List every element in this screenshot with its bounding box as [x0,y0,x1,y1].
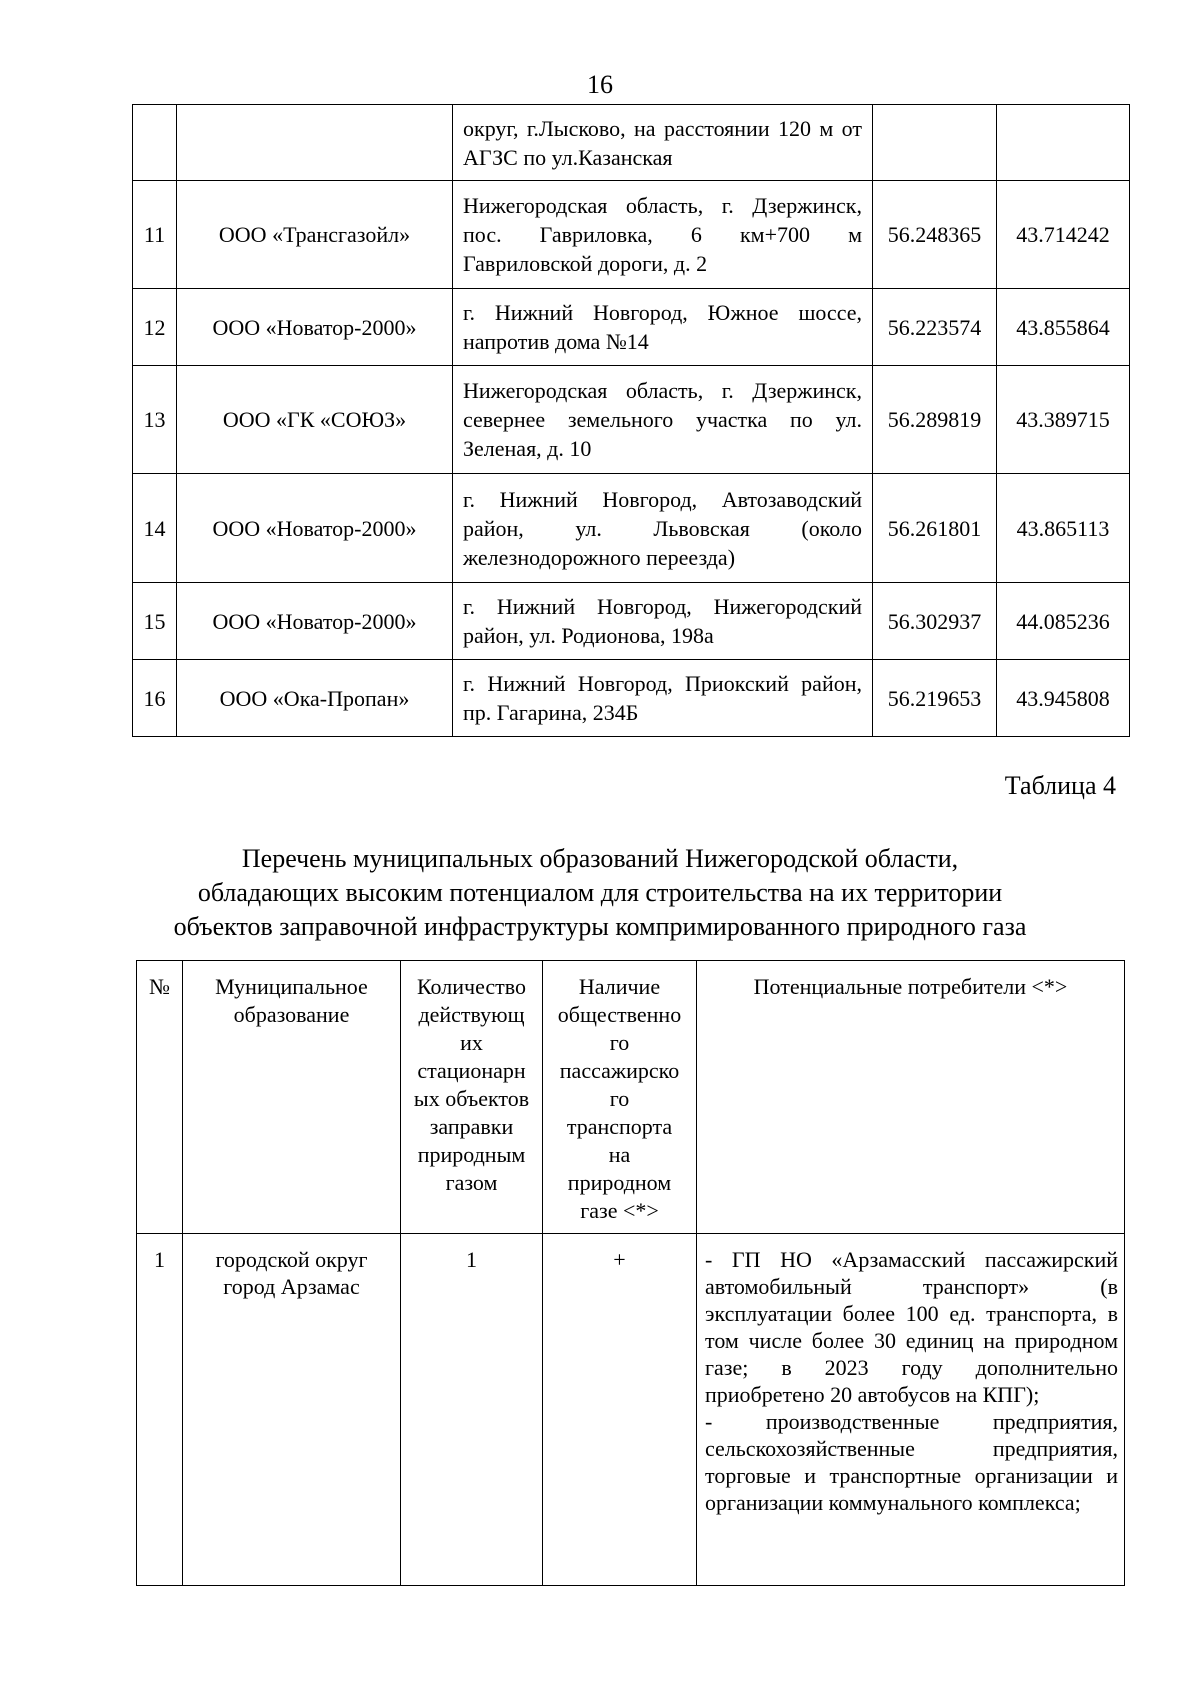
organization-cell: ООО «Новатор-2000» [177,289,453,366]
header-line: ых объектов [413,1086,530,1111]
gas-transport-cell: + [543,1234,697,1586]
table-row [133,660,1130,737]
stations-count-cell: 1 [401,1234,543,1586]
longitude-cell: 43.714242 [997,181,1130,289]
address-cell: Нижегородская область, г. Дзержинск, севернее земельного участка по ул. Зеленая, д. 10 [453,366,873,474]
row-number [133,105,177,181]
page-number: 16 [587,70,613,99]
latitude-cell: 56.223574 [873,289,997,366]
header-line: их [460,1030,483,1055]
row-number: 16 [133,660,177,737]
row-number: 15 [133,583,177,660]
latitude-cell [873,105,997,181]
table-row [133,181,1130,289]
header-line: Количество [416,974,527,999]
row-number: 12 [133,289,177,366]
table-row [137,1234,1125,1586]
row-number: 13 [133,366,177,474]
header-stations [401,961,543,1234]
latitude-cell: 56.219653 [873,660,997,737]
table-body [137,1234,1125,1586]
header-line: го [609,1030,630,1055]
header-municipality: Муниципальное образование [183,961,401,1234]
latitude-cell: 56.261801 [873,474,997,583]
header-line: транспорта [566,1114,673,1139]
address-cell: г. Нижний Новгород, Нижегородский район, ул. Родионова, 198а [453,583,873,660]
row-number: 1 [137,1234,183,1586]
header-consumers: Потенциальные потребители <*> [697,961,1125,1234]
header-line: газом [445,1170,498,1195]
organization-cell [177,105,453,181]
consumer-paragraph: - производственные предприятия, сельскохозяйственные предприятия, торговые и транспортные организации и организации коммунального комплекса; [705,1409,1118,1515]
latitude-cell: 56.302937 [873,583,997,660]
longitude-cell [997,105,1130,181]
table-row [133,289,1130,366]
longitude-cell: 43.855864 [997,289,1130,366]
header-line: природным [417,1142,526,1167]
organization-cell: ООО «Новатор-2000» [177,583,453,660]
consumer-paragraph: - ГП НО «Арзамасский пассажирский автомобильный транспорт» (в эксплуатации более 100 ед. транспорта, в том числе более 30 единиц на природном газе; в 2023 году дополнительно приобретено 20 автобусов на КПГ); [705,1247,1118,1407]
longitude-cell: 43.945808 [997,660,1130,737]
row-number: 11 [133,181,177,289]
table-row [133,105,1130,181]
organization-cell: ООО «Ока-Пропан» [177,660,453,737]
header-line: Наличие [578,974,661,999]
table-row [133,366,1130,474]
table-row [133,583,1130,660]
table-title [100,842,1100,944]
table-title-line: обладающих высоким потенциалом для строительства на их территории [197,878,1003,907]
gas-stations-table-continued [132,104,1130,737]
municipalities-table [136,960,1125,1586]
header-line: действующ [418,1002,525,1027]
table-title-line: Перечень муниципальных образований Нижегородской области, [241,844,959,873]
municipality-cell [183,1234,401,1586]
consumers-cell [697,1234,1125,1586]
table-header [137,961,1125,1234]
header-line: стационарн [417,1058,526,1083]
table-caption: Таблица 4 [1004,771,1116,800]
header-line: заправки [429,1114,514,1139]
header-transport [543,961,697,1234]
organization-cell: ООО «ГК «СОЮЗ» [177,366,453,474]
header-line: газе <*> [580,1198,659,1223]
organization-cell: ООО «Новатор-2000» [177,474,453,583]
header-line: на [608,1142,631,1167]
header-line: природном [567,1170,672,1195]
header-line: го [609,1086,630,1111]
address-cell: г. Нижний Новгород, Автозаводский район, ул. Львовская (около железнодорожного переезда) [453,474,873,583]
header-row [137,961,1125,1234]
municipality-line: город Арзамас [223,1274,360,1299]
longitude-cell: 44.085236 [997,583,1130,660]
address-cell: г. Нижний Новгород, Приокский район, пр. Гагарина, 234Б [453,660,873,737]
longitude-cell: 43.389715 [997,366,1130,474]
organization-cell: ООО «Трансгазойл» [177,181,453,289]
header-line: пассажирско [559,1058,680,1083]
row-number: 14 [133,474,177,583]
table-body [133,105,1130,737]
municipality-line: городской округ [215,1247,368,1272]
longitude-cell: 43.865113 [997,474,1130,583]
table-title-line: объектов заправочной инфраструктуры компримированного природного газа [173,912,1027,941]
header-num: № [137,961,183,1234]
header-line: общественно [557,1002,682,1027]
address-cell: округ, г.Лысково, на расстоянии 120 м от АГЗС по ул.Казанская [453,105,873,181]
latitude-cell: 56.248365 [873,181,997,289]
address-cell: Нижегородская область, г. Дзержинск, пос. Гавриловка, 6 км+700 м Гавриловской дороги, д. 2 [453,181,873,289]
table-row [133,474,1130,583]
latitude-cell: 56.289819 [873,366,997,474]
address-cell: г. Нижний Новгород, Южное шоссе, напротив дома №14 [453,289,873,366]
